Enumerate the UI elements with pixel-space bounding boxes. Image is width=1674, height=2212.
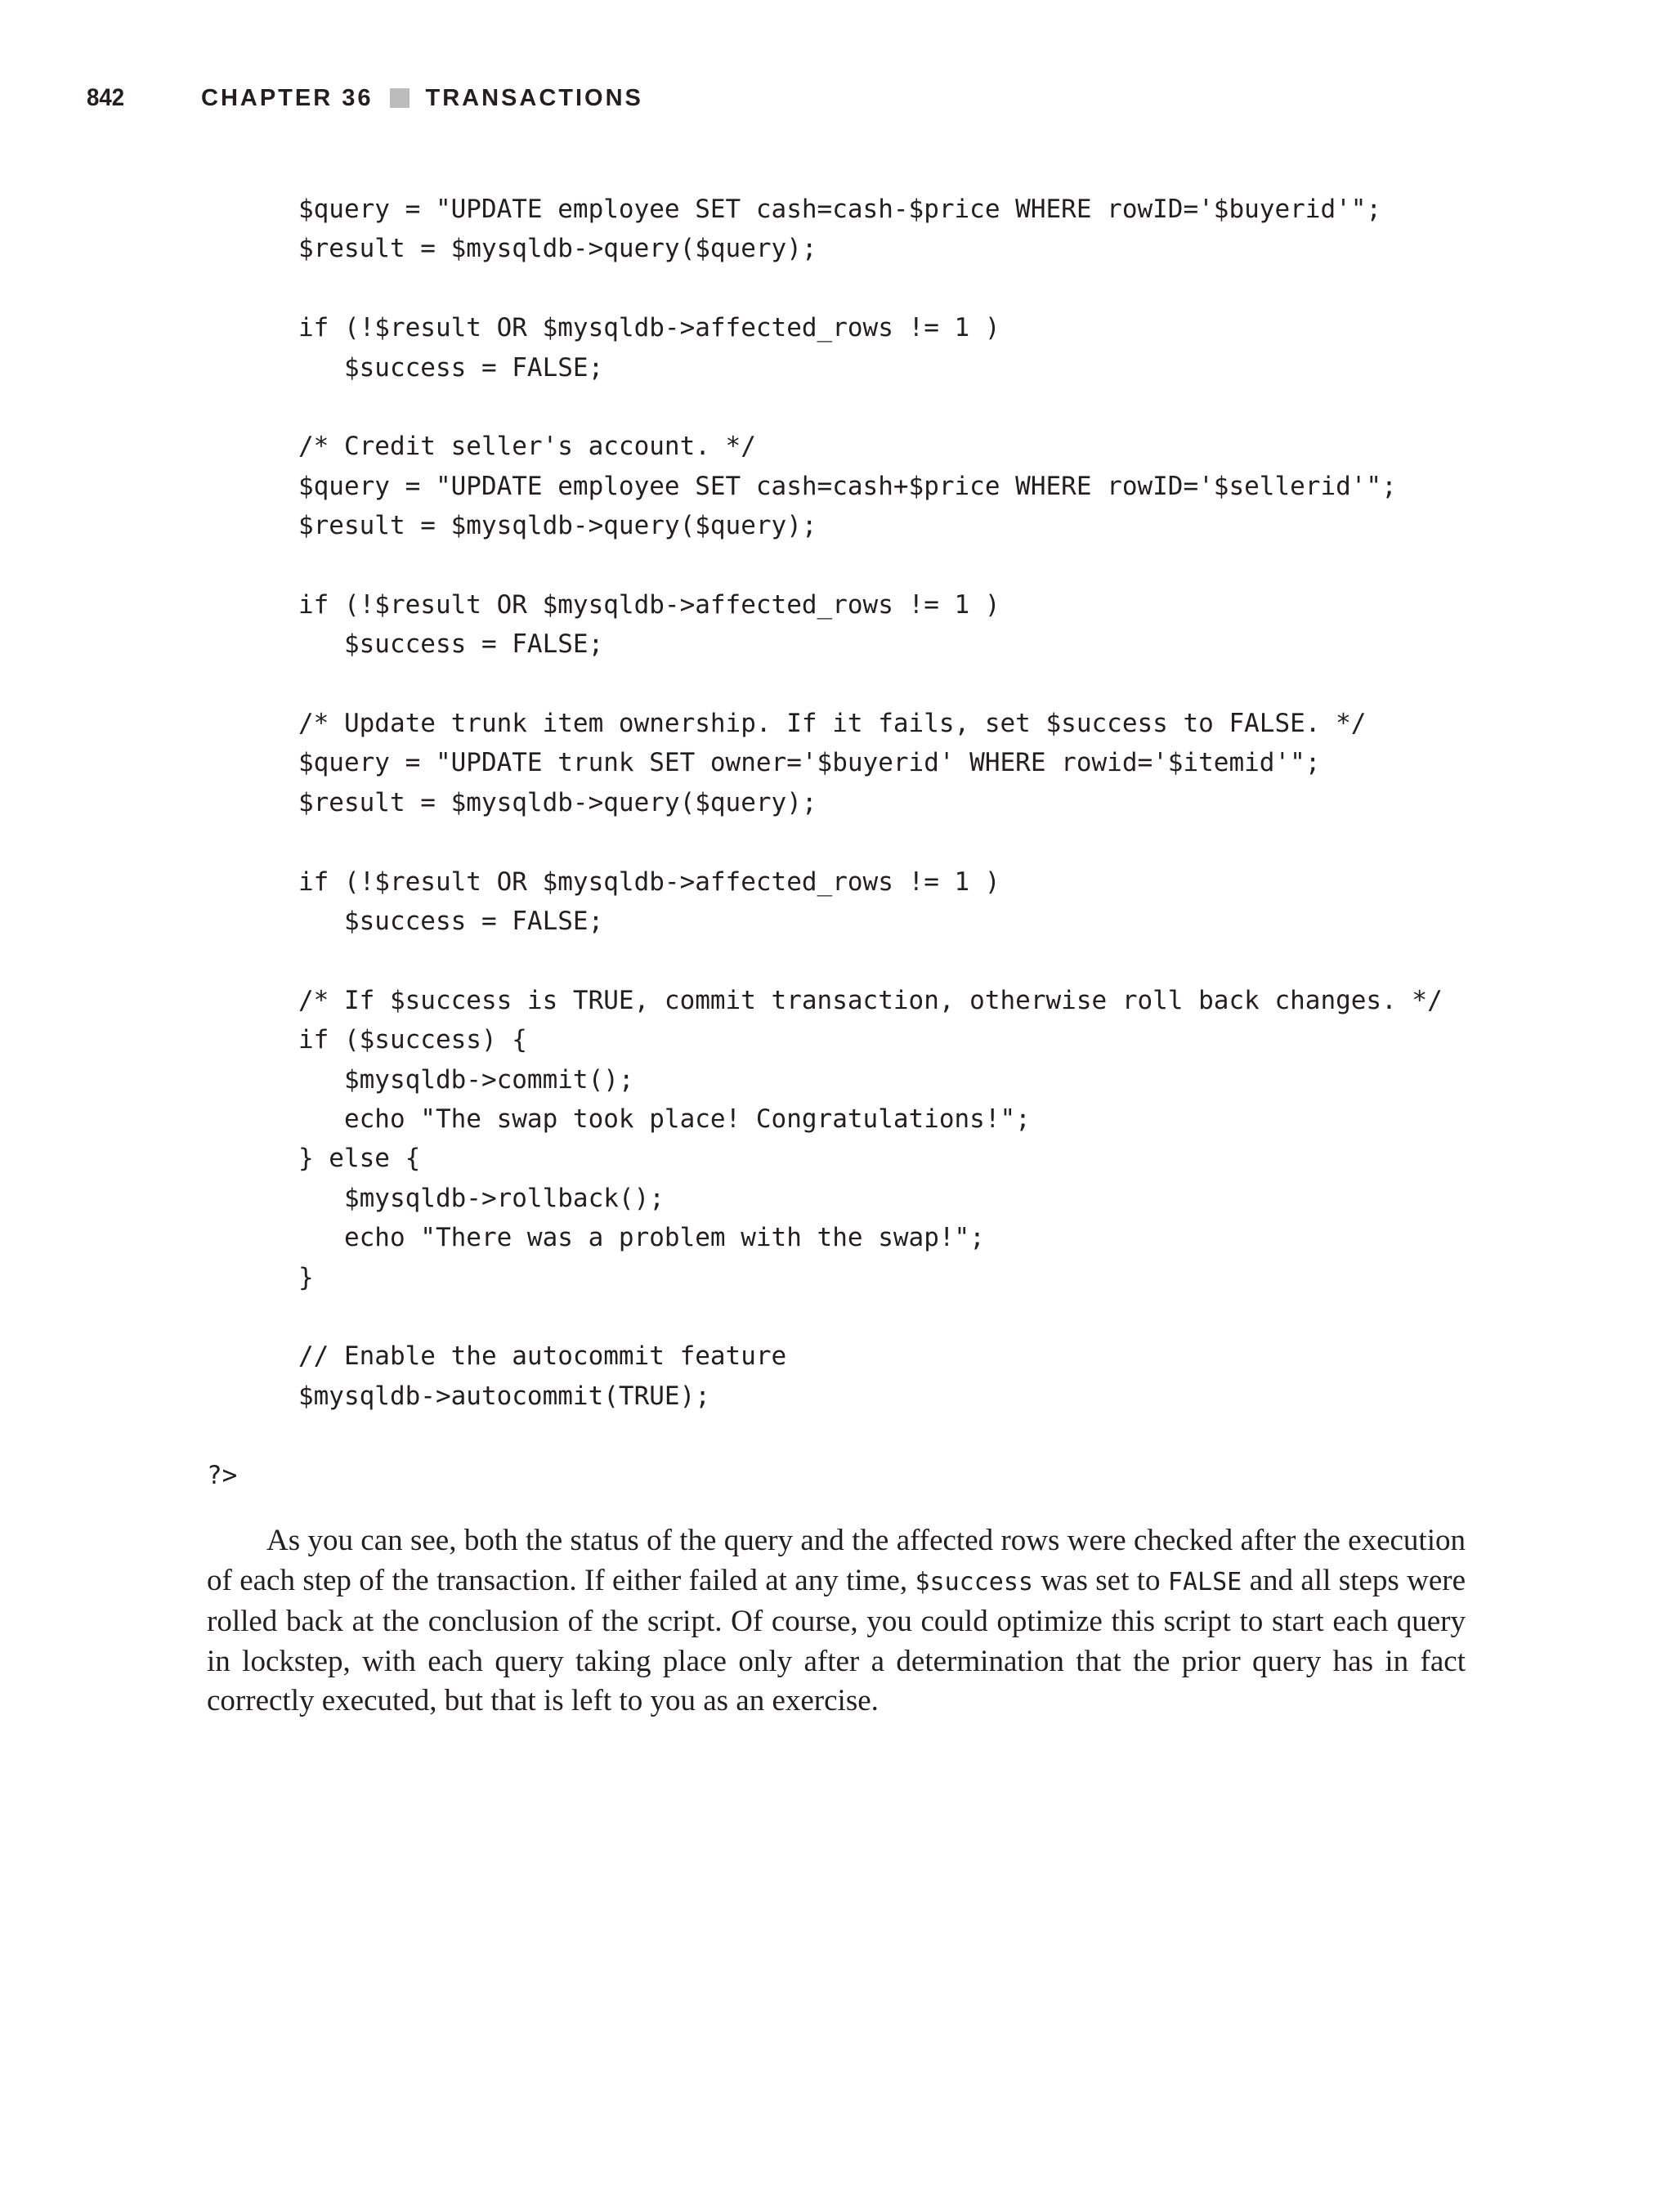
code-line: if (!$result OR $mysqldb->affected_rows != 1 ) [207,589,1000,620]
code-line [207,1416,1443,1455]
inline-code-false: FALSE [1167,1567,1242,1596]
code-line [207,822,1443,862]
code-line: $query = "UPDATE trunk SET owner='$buyerid' WHERE rowid='$itemid'"; [207,748,1321,778]
code-line: // Enable the autocommit feature [207,1341,787,1372]
code-line [207,387,1443,427]
code-line: /* If $success is TRUE, commit transaction, otherwise roll back changes. */ [207,985,1443,1015]
code-line [207,665,1443,704]
code-line [207,1297,1443,1337]
paragraph-text: and all steps were rolled back at the conclusion of the script. Of course, you could optimize this script to start each query in lockstep, with each query taking place only after a determination that the prior query has in fact correctly executed, but that is left to you as an exercise. [207,1563,1466,1718]
code-line: $result = $mysqldb->query($query); [207,234,817,264]
code-line: $success = FALSE; [207,907,604,937]
code-line [207,269,1443,308]
code-line: $mysqldb->commit(); [207,1064,634,1095]
code-listing [207,190,1443,1495]
header-separator-square-icon [390,88,410,108]
paragraph-text: was set to [1032,1563,1168,1597]
code-line: $query = "UPDATE employee SET cash=cash-$price WHERE rowID='$buyerid'"; [207,195,1382,224]
code-line: $result = $mysqldb->query($query); [207,787,817,817]
code-line: $success = FALSE; [207,352,604,383]
code-line: if ($success) { [207,1025,527,1055]
chapter-label: CHAPTER 36 [201,84,374,111]
code-line: $success = FALSE; [207,629,604,660]
code-line: echo "There was a problem with the swap!"; [207,1223,985,1253]
running-header [87,82,643,114]
code-line: if (!$result OR $mysqldb->affected_rows != 1 ) [207,866,1000,897]
code-line: if (!$result OR $mysqldb->affected_rows != 1 ) [207,313,1000,343]
chapter-title: TRANSACTIONS [425,84,643,111]
body-paragraph [207,1521,1466,1722]
code-line: $query = "UPDATE employee SET cash=cash+$price WHERE rowID='$sellerid'"; [207,471,1397,501]
code-line: } else { [207,1144,421,1174]
code-line: ?> [207,1460,238,1490]
paragraph-text: As you can see, both the status of the query and the affected rows were checked after the execution of each step of the transaction. If either failed at any time, [207,1524,1466,1597]
code-line: $mysqldb->autocommit(TRUE); [207,1381,710,1411]
code-line: $result = $mysqldb->query($query); [207,511,817,541]
page-number: 842 [87,84,125,111]
code-line [207,546,1443,585]
code-line: } [207,1262,314,1292]
code-line: echo "The swap took place! Congratulations!"; [207,1104,1031,1134]
code-line [207,941,1443,980]
inline-code-success: $success [915,1567,1033,1596]
code-line: /* Credit seller's account. */ [207,432,756,462]
code-line: /* Update trunk item ownership. If it fails, set $success to FALSE. */ [207,709,1367,739]
code-line: $mysqldb->rollback(); [207,1183,665,1213]
